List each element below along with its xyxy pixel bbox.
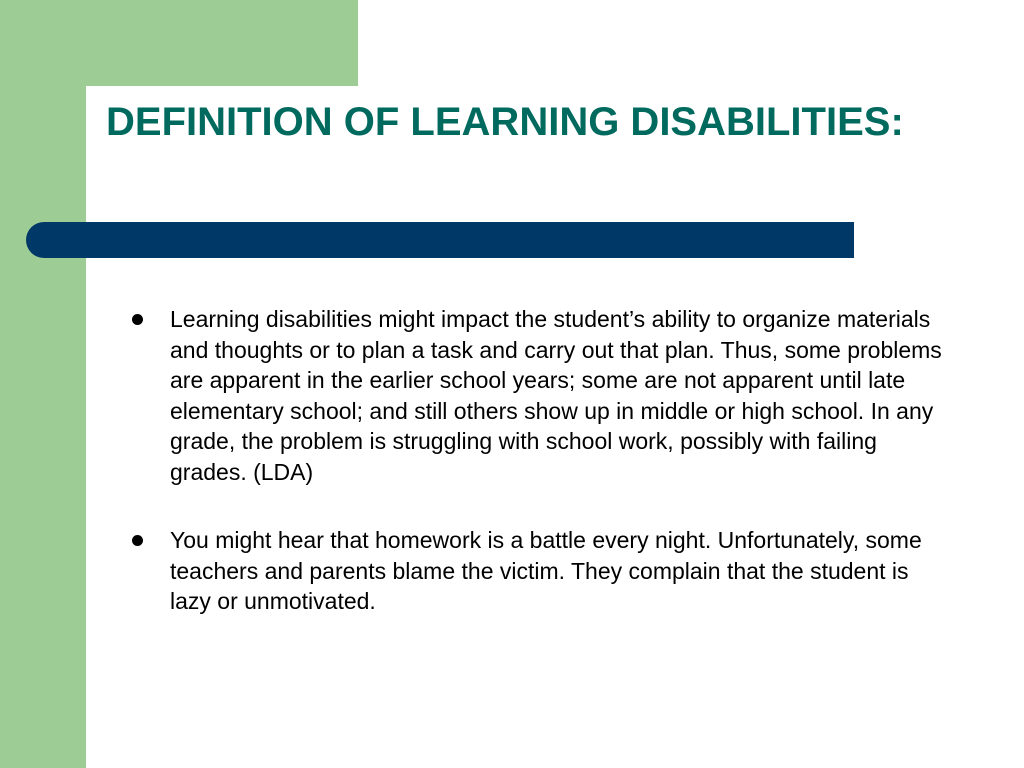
- title-underline-bar: [26, 222, 854, 258]
- bullet-item: [130, 525, 950, 617]
- bullet-list: [130, 304, 950, 655]
- bullet-text: You might hear that homework is a battle every night. Unfortunately, some teachers and parents blame the victim. They complain that the student is lazy or unmotivated.: [170, 527, 922, 614]
- slide-title: DEFINITION OF LEARNING DISABILITIES:: [106, 100, 904, 144]
- bullet-item: [130, 304, 950, 487]
- green-side-band: [0, 0, 86, 768]
- bullet-dot-icon: [132, 314, 143, 325]
- bullet-text: Learning disabilities might impact the student’s ability to organize materials and thoughts or to plan a task and carry out that plan. Thus, some problems are apparent in the earlier school years; some are not apparent until late elementary school; and still others show up in middle or high school. In any grade, the problem is struggling with school work, possibly with failing grades. (LDA): [170, 306, 942, 485]
- bullet-dot-icon: [132, 535, 143, 546]
- green-top-band: [0, 0, 358, 86]
